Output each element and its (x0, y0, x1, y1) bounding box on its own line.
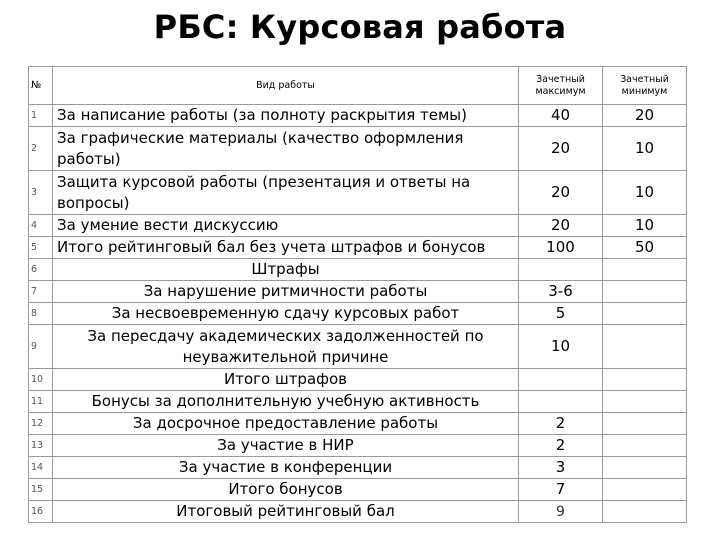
work-type-cell: Штрафы (53, 259, 519, 281)
max-value-cell: 10 (519, 325, 603, 369)
min-value-cell (603, 369, 687, 391)
row-number-cell: 8 (29, 303, 53, 325)
table-row (29, 369, 687, 391)
max-value-cell: 20 (519, 215, 603, 237)
work-type-cell: За участие в конференции (53, 457, 519, 479)
table-row (29, 325, 687, 369)
row-number-cell: 1 (29, 105, 53, 127)
header-max: Зачетный максимум (519, 67, 603, 105)
header-num: № (29, 67, 53, 105)
min-value-cell (603, 325, 687, 369)
row-number-cell: 12 (29, 413, 53, 435)
table-row (29, 105, 687, 127)
table-row (29, 457, 687, 479)
grading-table (28, 66, 687, 523)
table-row (29, 281, 687, 303)
table-row (29, 237, 687, 259)
min-value-cell (603, 259, 687, 281)
min-value-cell: 50 (603, 237, 687, 259)
min-value-cell: 10 (603, 215, 687, 237)
work-type-cell: За пересдачу академических задолженностей по неуважительной причине (53, 325, 519, 369)
table-row (29, 215, 687, 237)
max-value-cell: 2 (519, 435, 603, 457)
table-row (29, 127, 687, 171)
table-row (29, 479, 687, 501)
row-number-cell: 16 (29, 501, 53, 523)
page-title: РБС: Курсовая работа (153, 8, 567, 46)
work-type-cell: За досрочное предоставление работы (53, 413, 519, 435)
work-type-cell: За несвоевременную сдачу курсовых работ (53, 303, 519, 325)
work-type-cell: Защита курсовой работы (презентация и ответы на вопросы) (53, 171, 519, 215)
min-value-cell: 20 (603, 105, 687, 127)
min-value-cell (603, 281, 687, 303)
min-value-cell (603, 303, 687, 325)
row-number-cell: 10 (29, 369, 53, 391)
work-type-cell: За нарушение ритмичности работы (53, 281, 519, 303)
work-type-cell: Бонусы за дополнительную учебную активность (53, 391, 519, 413)
max-value-cell: 40 (519, 105, 603, 127)
work-type-cell: Итого бонусов (53, 479, 519, 501)
table-row (29, 171, 687, 215)
row-number-cell: 14 (29, 457, 53, 479)
row-number-cell: 7 (29, 281, 53, 303)
header-work-type: Вид работы (53, 67, 519, 105)
table-row (29, 435, 687, 457)
work-type-cell: Итого штрафов (53, 369, 519, 391)
max-value-cell: 7 (519, 479, 603, 501)
table-row (29, 303, 687, 325)
row-number-cell: 9 (29, 325, 53, 369)
min-value-cell (603, 391, 687, 413)
table-body (29, 105, 687, 523)
min-value-cell: 10 (603, 127, 687, 171)
max-value-cell: 2 (519, 413, 603, 435)
min-value-cell (603, 413, 687, 435)
max-value-cell (519, 391, 603, 413)
row-number-cell: 3 (29, 171, 53, 215)
work-type-cell: За написание работы (за полноту раскрытия темы) (53, 105, 519, 127)
row-number-cell: 11 (29, 391, 53, 413)
row-number-cell: 5 (29, 237, 53, 259)
max-value-cell: 5 (519, 303, 603, 325)
row-number-cell: 4 (29, 215, 53, 237)
max-value-cell (519, 369, 603, 391)
table-row (29, 391, 687, 413)
table-row (29, 501, 687, 523)
table-header-row (29, 67, 687, 105)
table-row (29, 413, 687, 435)
min-value-cell (603, 457, 687, 479)
table-row (29, 259, 687, 281)
row-number-cell: 15 (29, 479, 53, 501)
work-type-cell: Итоговый рейтинговый бал (53, 501, 519, 523)
max-value-cell: 100 (519, 237, 603, 259)
min-value-cell: 10 (603, 171, 687, 215)
min-value-cell (603, 479, 687, 501)
row-number-cell: 13 (29, 435, 53, 457)
row-number-cell: 6 (29, 259, 53, 281)
max-value-cell: 20 (519, 171, 603, 215)
max-value-cell: 3 (519, 457, 603, 479)
min-value-cell (603, 435, 687, 457)
work-type-cell: За графические материалы (качество оформления работы) (53, 127, 519, 171)
slide-number: 9 (556, 504, 565, 520)
max-value-cell: 20 (519, 127, 603, 171)
work-type-cell: За умение вести дискуссию (53, 215, 519, 237)
max-value-cell (519, 259, 603, 281)
min-value-cell (603, 501, 687, 523)
max-value-cell: 3-6 (519, 281, 603, 303)
row-number-cell: 2 (29, 127, 53, 171)
work-type-cell: За участие в НИР (53, 435, 519, 457)
work-type-cell: Итого рейтинговый бал без учета штрафов и бонусов (53, 237, 519, 259)
header-min: Зачетный минимум (603, 67, 687, 105)
